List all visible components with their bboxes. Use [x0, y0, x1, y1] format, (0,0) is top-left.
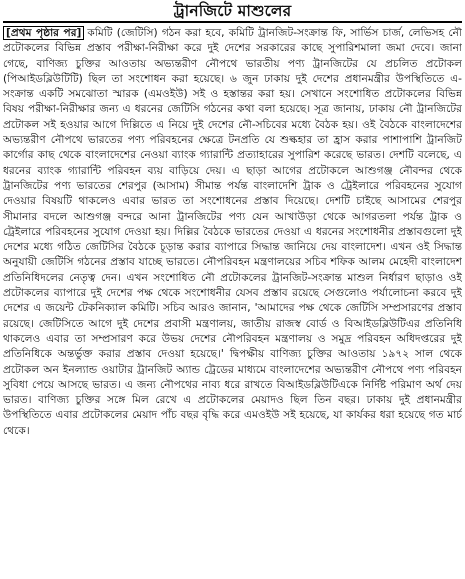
article-body-text: কমিটি (জেটিসি) গঠন করা হবে, কমিটি ট্রানজিট-সংক্রান্ত ফি, সার্ভিস চার্জ, লেভিসহ নৌ প্রটোকলের বিভিন্ন প্রস্তাব পরীক্ষা-নিরীক্ষা করে দুই দেশের সরকারের কাছে সুপারিশমালা জমা দেবে। জানা গেছে, বাণিজ্য চুক্তির আওতায় অভ্যন্তরীণ নৌপথে ভারতীয় পণ্য ট্রানজিটের যে প্রচলিত প্রটোকল (পিআইডব্লিউটিটি) ছিল তা সংশোধন করা হয়েছে। ৬ জুন ঢাকায় দুই দেশের প্রধানমন্ত্রীর উপস্থিতিতে এ-সংক্রান্ত একটি সমঝোতা স্মারক (এমওইউ) সই ও হস্তান্তর করা হয়। সেখানে সংশোধিত প্রটোকলের বিভিন্ন বিষয় পরীক্ষা-নিরীক্ষার জন্য এ ধরনের জেটিসি গঠনের কথা বলা হয়েছে। সূত্র জানায়, ঢাকায় নৌ ট্রানজিটের প্রটোকল সই হওয়ার আগে দিল্লিতে এ নিয়ে দুই দেশের নৌ-সচিবের মধ্যে বৈঠক হয়। ওই বৈঠকে বাংলাদেশের অভ্যন্তরীণ নৌপথে ভারতের পণ্য পরিবহনের ক্ষেত্রে টনপ্রতি যে শুল্কহার তা হ্রাস করার পাশাপাশি ট্রানজিট কার্গোর কাছ থেকে বাংলাদেশের নেওয়া ব্যাংক গ্যারান্টি প্রত্যাহারের সুপারিশ করেছে ভারত। দেশটি বলেছে, এ ধরনের ব্যাংক গ্যারান্টি পরিবহন ব্যয় বাড়িয়ে দেয়। এ ছাড়া আগের প্রটোকলে আশুগঞ্জ নৌবন্দর থেকে ট্রানজিটের পণ্য ভারতের শেরপুর (আসাম) সীমান্ত পর্যন্ত বাংলাদেশি ট্রাক ও ট্রেইলারে পরিবহনের সুযোগ দেওয়ার বিষয়টি থাকলেও এবার ভারত তা সংশোধনের প্রস্তাব দিয়েছে। দেশটি চাইছে আসামের শেরপুর সীমানার বদলে আশুগঞ্জ বন্দরে আনা ট্রানজিটের পণ্য যেন আখাউড়া থেকে আগরতলা পর্যন্ত ট্রাক ও ট্রেইলারে পরিবহনের সুযোগ দেওয়া হয়। দিল্লির বৈঠকে ভারতের দেওয়া এ ধরনের সংশোধনীর প্রস্তাবগুলো দুই দেশের মধ্যে গঠিত জেটিসির বৈঠকে চূড়ান্ত করার ব্যাপারে সিদ্ধান্ত জানিয়ে দেয় বাংলাদেশ। এখন ওই সিদ্ধান্ত অনুযায়ী জেটিসি গঠনের প্রস্তাব যাচ্ছে ভারতে। নৌপরিবহন মন্ত্রণালয়ের সচিব শফিক আলম মেহেদী বাংলাদেশ প্রতিনিধিদলের নেতৃত্ব দেন। এখন সংশোধিত নৌ প্রটোকলের ট্রানজিট-সংক্রান্ত মাশুল নির্ধারণ ছাড়াও ওই প্রটোকলের ব্যাপারে দুই দেশের পক্ষ থেকে সংশোধনীর যেসব প্রস্তাব রয়েছে সেগুলোও পর্যালোচনা করবে দুই দেশের এ জয়েন্ট টেকনিক্যাল কমিটি। সচিব আরও জানান, 'আমাদের পক্ষ থেকে জেটিসি সম্প্রসারণের প্রস্তাব রয়েছে। জেটিসিতে আগে দুই দেশের প্রবাসী মন্ত্রণালয়, জাতীয় রাজস্ব বোর্ড ও বিআইডব্লিউটিএর প্রতিনিধি থাকলেও এবার তা সম্প্রসারণ করে উভয় দেশের নৌপরিবহন মন্ত্রণালয় ও সমুদ্র পরিবহন অধিদপ্তরের দুই প্রতিনিধিকে অন্তর্ভুক্ত করার প্রস্তাব দেওয়া হয়েছে।' দ্বিপক্ষীয় বাণিজ্য চুক্তির আওতায় ১৯৭২ সাল থেকে প্রটোকল অন ইনল্যান্ড ওয়াটার ট্রানজিট অ্যান্ড ট্রেডের মাধ্যমে বাংলাদেশের অভ্যন্তরীণ নৌপথে পণ্য পরিবহন সুবিধা পেয়ে আসছে ভারত। এ জন্য নৌপথের নাব্য ধরে রাখতে বিআইডব্লিউটিএকে নির্দিষ্ট পরিমাণ অর্থ দেয় ভারত। বাণিজ্য চুক্তির সঙ্গে মিল রেখে এ প্রটোকলের মেয়াদও ছিল তিন বছর। ঢাকায় দুই প্রধানমন্ত্রীর উপস্থিতিতে এবার প্রটোকলের মেয়াদ পাঁচ বছর বৃদ্ধি করে এমওইউ সই হয়েছে, যা কার্যকর ধরা হয়েছে গত মার্চ থেকে। — [3, 27, 462, 437]
article-body — [3, 26, 462, 439]
article-headline: ট্রানজিটে মাশুলের — [173, 2, 292, 20]
headline-rule — [3, 21, 462, 23]
continuation-kicker: [প্রথম পৃষ্ঠার পর] — [3, 26, 84, 40]
